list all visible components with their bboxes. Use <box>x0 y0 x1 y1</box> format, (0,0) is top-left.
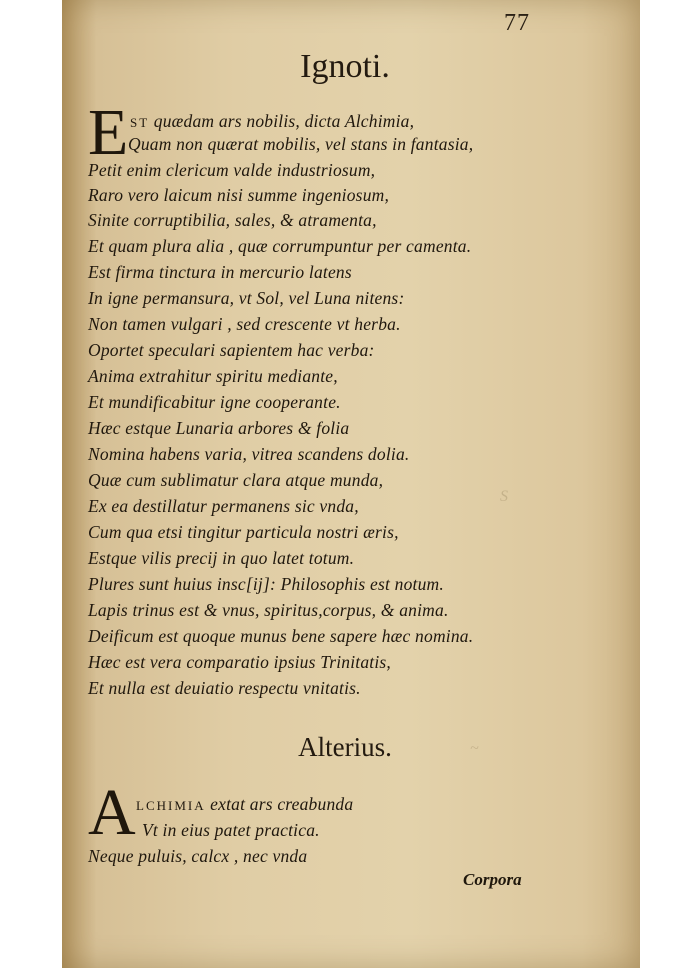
line-text: extat ars creabunda <box>205 794 354 814</box>
poem1-line-15: Quæ cum sublimatur clara atque munda, <box>88 470 384 490</box>
poem1-line-7: Est firma tinctura in mercurio latens <box>88 262 352 282</box>
section-title-ignoti: Ignoti. <box>300 48 390 85</box>
poem1-line-5: Sinite corruptibilia, sales, & atramenta, <box>88 210 377 230</box>
bleed-through-text: ~ <box>470 740 479 757</box>
poem1-line-8: In igne permansura, vt Sol, vel Luna nitens: <box>88 288 405 308</box>
poem1-line-20: Lapis trinus est & vnus, spiritus,corpus, & anima. <box>88 600 449 620</box>
poem1-line-9: Non tamen vulgari , sed crescente vt herba. <box>88 314 401 334</box>
poem1-line-17: Cum qua etsi tingitur particula nostri æris, <box>88 522 399 542</box>
poem1-line-22: Hæc est vera comparatio ipsius Trinitatis, <box>88 652 391 672</box>
small-caps-text: ST <box>130 115 150 130</box>
poem1-line-4: Raro vero laicum nisi summe ingeniosum, <box>88 185 390 205</box>
line-text: quædam ars nobilis, dicta Alchimia, <box>149 111 415 131</box>
poem1-line-18: Estque vilis precij in quo latet totum. <box>88 548 355 568</box>
poem1-line-23: Et nulla est deuiatio respectu vnitatis. <box>88 678 361 698</box>
poem2-line-1 <box>136 794 353 815</box>
poem2-line-3: Neque puluis, calcx , nec vnda <box>88 846 308 866</box>
poem2-line-2: Vt in eius patet practica. <box>142 820 320 840</box>
poem1-line-19: Plures sunt huius insc[ij]: Philosophis est notum. <box>88 574 444 594</box>
poem1-line-16: Ex ea destillatur permanens sic vnda, <box>88 496 359 516</box>
poem1-line-1 <box>130 111 414 132</box>
poem1-line-21: Deificum est quoque munus bene sapere hæc nomina. <box>88 626 474 646</box>
drop-cap-a: A <box>88 776 136 849</box>
section-title-alterius: Alterius. <box>298 732 392 762</box>
poem1-line-2: Quam non quærat mobilis, vel stans in fantasia, <box>128 134 474 154</box>
page-number: 77 <box>504 10 530 36</box>
poem1-line-13: Hæc estque Lunaria arbores & folia <box>88 418 350 438</box>
poem1-line-6: Et quam plura alia , quæ corrumpuntur per camenta. <box>88 236 472 256</box>
poem1-line-10: Oportet speculari sapientem hac verba: <box>88 340 375 360</box>
bleed-through-text: S <box>500 488 508 505</box>
poem1-line-11: Anima extrahitur spiritu mediante, <box>88 366 338 386</box>
drop-cap-e: E <box>88 96 129 169</box>
poem1-line-3: Petit enim clericum valde industriosum, <box>88 160 376 180</box>
poem1-line-14: Nomina habens varia, vitrea scandens dolia. <box>88 444 410 464</box>
poem1-line-12: Et mundificabitur igne cooperante. <box>88 392 341 412</box>
catchword: Corpora <box>463 870 522 889</box>
small-caps-text: LCHIMIA <box>136 798 206 813</box>
